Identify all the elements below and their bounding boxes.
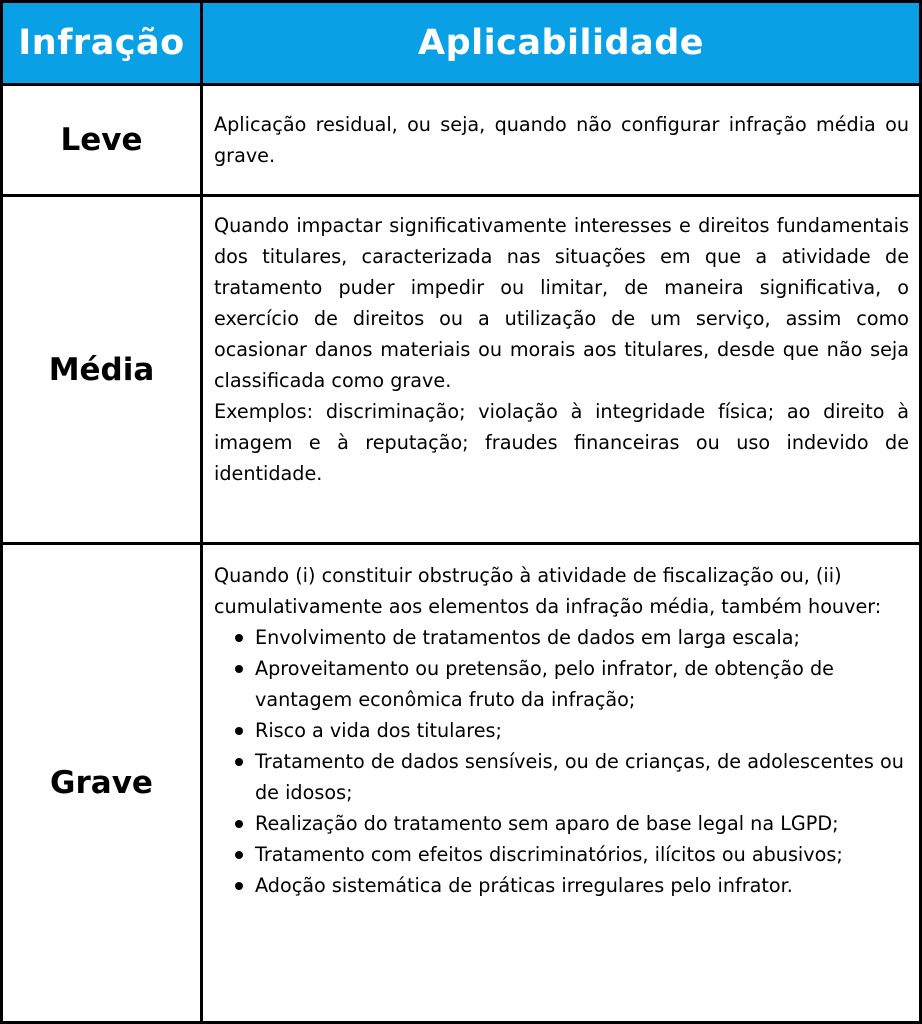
list-item	[233, 653, 909, 715]
media-description: Quando impactar significativamente interesses e direitos fundamentais dos titulares, caracterizada nas situações em que a atividade de tratamento puder impedir ou limitar, de maneira significativa, o exercício de direitos ou a utilização de um serviço, assim como ocasionar danos materiais ou morais aos titulares, desde que não seja classificada como grave.	[214, 214, 909, 392]
text-grave	[203, 545, 919, 1021]
bullet-text: Aproveitamento ou pretensão, pelo infrator, de obtenção de vantagem econômica fruto da infração;	[255, 657, 834, 711]
list-item	[233, 622, 909, 653]
grave-bullet-list	[214, 622, 909, 901]
header-aplicabilidade: Aplicabilidade	[203, 3, 919, 86]
header-infracao: Infração	[3, 3, 203, 86]
bullet-text: Tratamento de dados sensíveis, ou de crianças, de adolescentes ou de idosos;	[255, 750, 904, 804]
bullet-text: Tratamento com efeitos discriminatórios, ilícitos ou abusivos;	[255, 843, 843, 866]
bullet-dot-icon	[235, 634, 243, 642]
bullet-dot-icon	[235, 758, 243, 766]
label-leve: Leve	[3, 86, 203, 197]
bullet-dot-icon	[235, 882, 243, 890]
list-item	[233, 808, 909, 839]
bullet-text: Realização do tratamento sem aparo de base legal na LGPD;	[255, 812, 839, 835]
list-item	[233, 839, 909, 870]
list-item	[233, 746, 909, 808]
label-media: Média	[3, 197, 203, 545]
bullet-dot-icon	[235, 820, 243, 828]
bullet-dot-icon	[235, 665, 243, 673]
leve-description: Aplicação residual, ou seja, quando não configurar infração média ou grave.	[214, 113, 909, 167]
bullet-text: Envolvimento de tratamentos de dados em larga escala;	[255, 626, 800, 649]
bullet-text: Adoção sistemática de práticas irregulares pelo infrator.	[255, 874, 793, 897]
label-grave: Grave	[3, 545, 203, 1021]
media-examples: Exemplos: discriminação; violação à integridade física; ao direito à imagem e à reputação; fraudes financeiras ou uso indevido de identidade.	[214, 400, 909, 485]
grave-intro: Quando (i) constituir obstrução à atividade de fiscalização ou, (ii) cumulativamente aos elementos da infração média, também houver:	[214, 564, 882, 618]
text-leve	[203, 86, 919, 197]
list-item	[233, 870, 909, 901]
text-media	[203, 197, 919, 545]
bullet-text: Risco a vida dos titulares;	[255, 719, 503, 742]
bullet-dot-icon	[235, 727, 243, 735]
bullet-dot-icon	[235, 851, 243, 859]
list-item	[233, 715, 909, 746]
